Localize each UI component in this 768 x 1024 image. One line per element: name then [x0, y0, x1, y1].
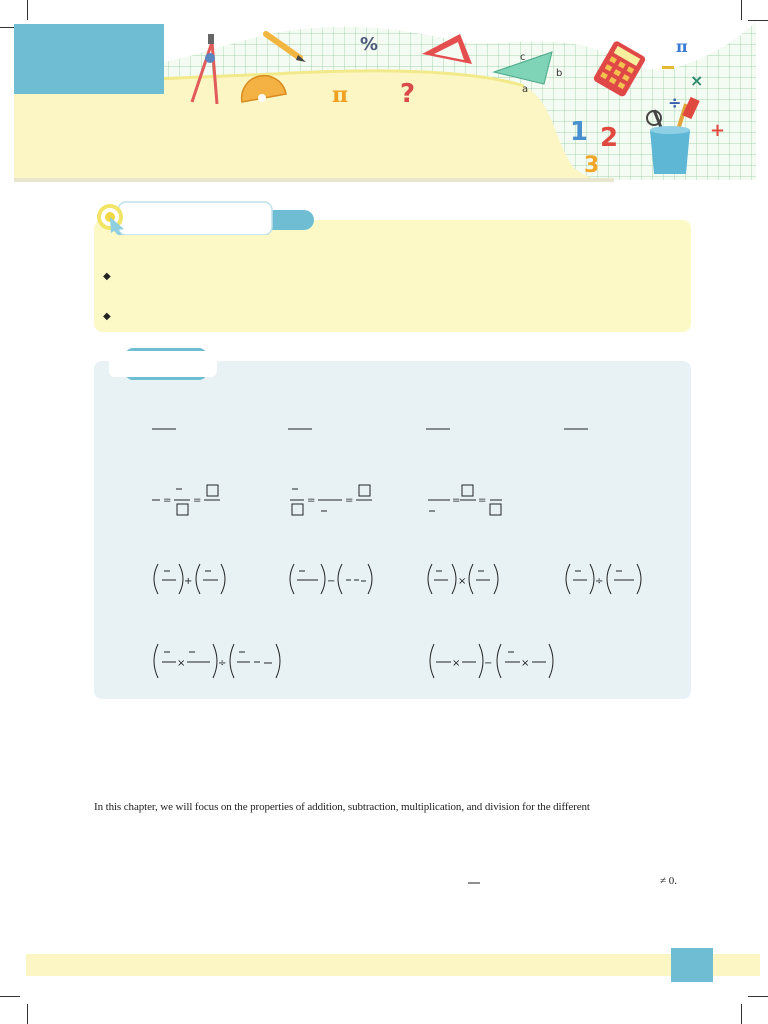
pi-icon: π — [332, 82, 349, 108]
objectives-tab — [96, 201, 314, 235]
number-3-icon: 3 — [584, 153, 600, 178]
svg-text:a: a — [522, 84, 529, 95]
fraction-bar — [466, 878, 482, 888]
svg-text:=: = — [193, 495, 202, 506]
page-number-box — [671, 948, 713, 982]
fraction-row — [146, 420, 626, 434]
svg-text:+: + — [184, 576, 193, 587]
plus-icon: + — [710, 120, 726, 141]
combined-expression-1 — [154, 644, 280, 678]
exercise-tab — [107, 346, 221, 382]
svg-text:=: = — [163, 495, 172, 506]
answer-box[interactable] — [292, 504, 303, 515]
expression-division — [566, 564, 641, 594]
divide-icon: ÷ — [668, 93, 682, 112]
svg-text:=: = — [452, 495, 461, 506]
answer-box[interactable] — [177, 504, 188, 515]
svg-text:×: × — [177, 658, 186, 669]
answer-box[interactable] — [359, 485, 370, 496]
crop-mark — [748, 20, 768, 21]
operation-row — [146, 560, 646, 600]
body-paragraph: In this chapter, we will focus on the properties of addition, subtraction, multiplication, and division for the different — [94, 801, 590, 813]
crop-mark — [748, 996, 768, 997]
svg-text:=: = — [307, 495, 316, 506]
number-1-icon: 1 — [570, 117, 589, 147]
number-2-icon: 2 — [600, 123, 619, 153]
svg-text:×: × — [521, 658, 530, 669]
equivalent-fraction-1 — [152, 485, 220, 515]
pi-icon: π — [676, 37, 688, 56]
answer-box[interactable] — [490, 504, 501, 515]
combined-expression-2 — [430, 644, 553, 678]
equivalent-fraction-3 — [428, 485, 502, 515]
crop-mark — [27, 1004, 28, 1024]
not-equal-zero-text: ≠ 0. — [660, 875, 678, 887]
svg-text:×: × — [458, 576, 467, 587]
expression-multiplication — [428, 564, 498, 594]
svg-text:÷: ÷ — [218, 658, 227, 669]
svg-text:÷: ÷ — [595, 576, 604, 587]
answer-box[interactable] — [207, 485, 218, 496]
objectives-panel — [94, 220, 691, 332]
svg-text:−: − — [327, 576, 336, 587]
svg-text:b: b — [556, 68, 563, 79]
footer-bar — [26, 954, 760, 976]
svg-text:=: = — [478, 495, 487, 506]
svg-text:c: c — [520, 52, 526, 63]
expression-addition — [154, 564, 225, 594]
crop-mark — [741, 0, 742, 20]
crop-mark — [0, 996, 20, 997]
percent-icon: % — [360, 34, 379, 55]
question-mark-icon: ? — [400, 79, 416, 109]
expression-subtraction — [290, 564, 372, 594]
objective-bullet: ◆ — [103, 311, 111, 322]
combined-expression-row — [146, 640, 566, 684]
svg-text:×: × — [452, 658, 461, 669]
header-banner — [14, 22, 756, 182]
svg-text:−: − — [484, 658, 493, 669]
svg-text:=: = — [345, 495, 354, 506]
crop-mark — [27, 0, 28, 20]
equivalent-fraction-2 — [290, 485, 372, 515]
crop-mark — [741, 1004, 742, 1024]
minus-sign-icon — [662, 66, 674, 69]
objective-bullet: ◆ — [103, 271, 111, 282]
equivalent-fraction-row — [146, 480, 526, 520]
answer-box[interactable] — [462, 485, 473, 496]
times-icon: × — [690, 71, 704, 90]
